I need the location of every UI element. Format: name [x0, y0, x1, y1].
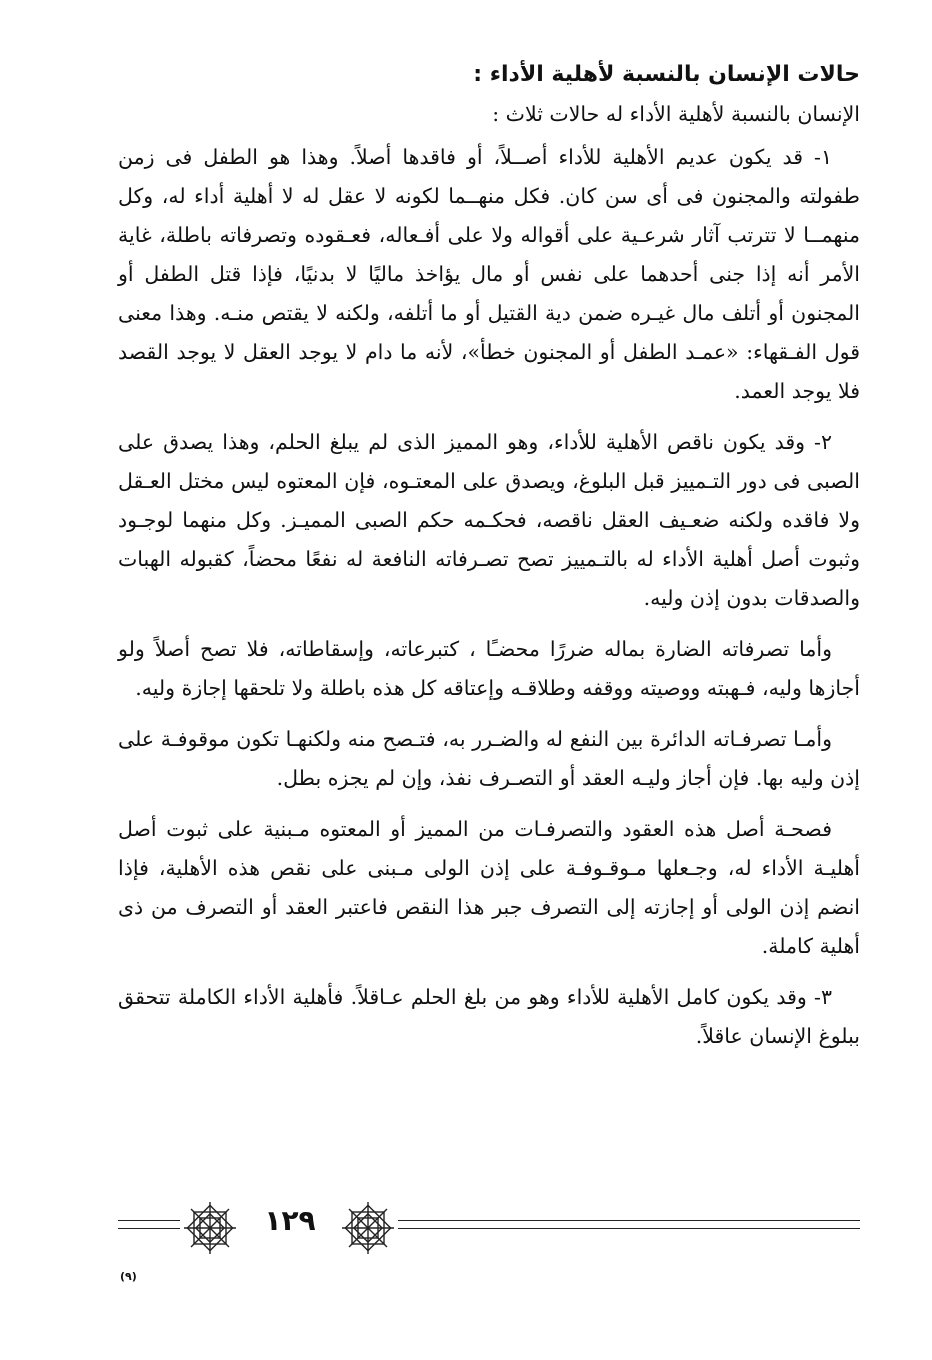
paragraph-case-2: ٢- وقد يكون ناقص الأهلية للأداء، وهو المميز الذى لم يبلغ الحلم، وهذا يصدق على الصبى فى دور التـمييز قبل البلوغ، ويصدق على المعتـوه، فإن المعتوه ليس مختل العـقل ولا فاقده ولكنه ضعـيف العقل ناقصه، فحكـمه حكم الصبى المميـز. وكل منهما لوجـود وثبوت أصل أهلية الأداء له بالتـمييز تصح تصـرفاته النافعة له نفعًا محضاً، كقبوله الهبات والصدقات بدون إذن وليه. — [118, 430, 860, 610]
paragraph-mixed-acts: وأمـا تصرفـاته الدائرة بين النفع له والضـرر به، فتـصح منه ولكنهـا تكون موقوفـة على إذن وليه بها. فإن أجاز وليـه العقد أو التصـرف نفذ، وإن لم يجزه بطل. — [118, 727, 860, 790]
paragraph-harmful-acts: وأما تصرفاته الضارة بماله ضررًا محضـًا ، كتبرعاته، وإسقاطاته، فلا تصح أصلاً ولو أجازها وليه، فـهبته ووصيته ووقفه وطلاقـه وإعتاقه كل هذه باطلة ولا تلحقها إجازة وليه. — [118, 637, 860, 700]
intro-line: الإنسان بالنسبة لأهلية الأداء له حالات ثلاث : — [492, 102, 860, 126]
star-ornament-icon — [338, 1198, 398, 1258]
footer-rule-right — [398, 1220, 860, 1221]
page-number: ١٢٩ — [264, 1204, 316, 1237]
footer-rule-right-2 — [398, 1228, 860, 1229]
page-footer — [118, 1198, 860, 1268]
paragraph-case-1: ١- قد يكون عديم الأهلية للأداء أصــلاً، أو فاقدها أصلاً. وهذا هو الطفل فى زمن طفولته والمجنون فى أى سن كان. فكل منهــما لكونه لا عقل له لا أهلية أداء له، وكل منهمــا لا تترتب آثار شرعـية على أقواله ولا على أفـعاله، فعـقوده وتصرفاته باطلة، غاية الأمر أنه إذا جنى أحدهما على نفس أو مال يؤاخذ ماليًا لا بدنيًا، فإذا قتل الطفل أو المجنون أو أتلف مال غيـره ضمن دية القتيل أو ما أتلفه، ولكنه لا يقتص منـه. وهذا معنى قول الفـقهاء: «عمـد الطفل أو المجنون خطأ»، لأنه ما دام لا يوجد العقل لا يوجد القصد فلا يوجد العمد. — [118, 145, 860, 403]
page-content — [118, 58, 860, 1068]
paragraph-case-3: ٣- وقد يكون كامل الأهلية للأداء وهو من بلغ الحلم عـاقلاً. فأهلية الأداء الكاملة تتحقق ببلوغ الإنسان عاقلاً. — [118, 985, 860, 1048]
footer-rule-left-2 — [118, 1228, 180, 1229]
section-heading: حالات الإنسان بالنسبة لأهلية الأداء : — [473, 62, 860, 87]
footer-rule-left — [118, 1220, 180, 1221]
star-ornament-icon — [180, 1198, 240, 1258]
signature-mark: (٩) — [120, 1270, 137, 1283]
paragraph-validity: فصحـة أصل هذه العقود والتصرفـات من المميز أو المعتوه مـبنية على ثبوت أصل أهليـة الأداء له، وجـعلها مـوقـوفـة على إذن الولى مـبنى على نقص هذه الأهلية، فإذا انضم إذن الولى أو إجازته إلى التصرف جبر هذا النقص فاعتبر العقد أو التصرف من ذى أهلية كاملة. — [118, 817, 860, 958]
